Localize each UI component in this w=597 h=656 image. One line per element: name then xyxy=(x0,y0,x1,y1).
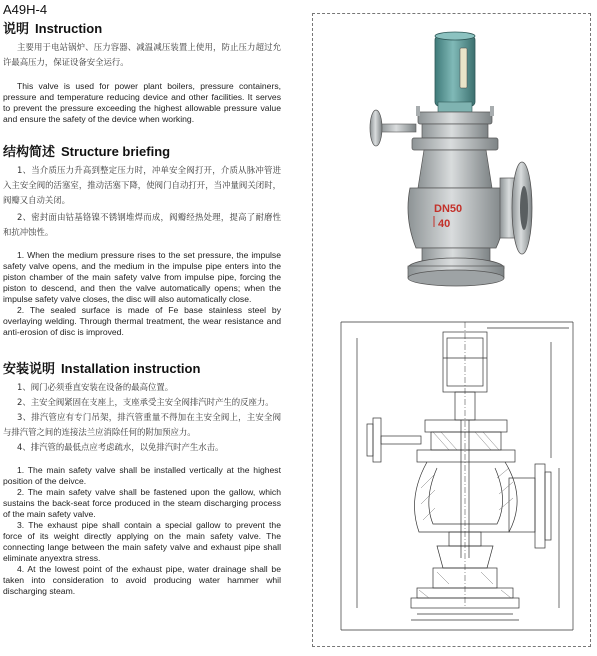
structure-zh-2: 2、密封面由钴基铬镍不锈钢堆焊而成，阀瓣经热处理，提高了耐磨性和抗冲蚀性。 xyxy=(3,212,281,237)
installation-en-2: 2. The main safety valve shall be fastened upon the gallow, which sustains the back-seat force produced in the steam discharging process of the main safety valve. xyxy=(3,487,281,519)
installation-zh-3: 3、排汽管应有专门吊架，排汽管重量不得加在主安全阀上，主安全阀与排汽管之间的连接法兰应消除任何的附加预应力。 xyxy=(3,412,281,437)
installation-zh-1: 1、阀门必须垂直安装在设备的最高位置。 xyxy=(17,382,174,392)
instruction-zh: 主要用于电站锅炉、压力容器、减温减压装置上使用，防止压力超过允许最高压力，保证设备安全运行。 xyxy=(3,42,281,67)
installation-en-1: 1. The main safety valve shall be installed vertically at the highest position of the deivce. xyxy=(3,465,281,486)
instruction-en: This valve is used for power plant boilers, pressure containers, pressure and temperature reducing device and other facilities. It serves to prevent the pressure exceeding the highest allowable pressure value and ensure the safety of the device when working. xyxy=(3,81,281,124)
structure-zh-1: 1、当介质压力升高到整定压力时，冲单安全阀打开，介质从脉冲管进入主安全阀的活塞室，推动活塞下降，使阀门自动打开，当冲量阀关闭时，阀瓣又自动关闭。 xyxy=(3,165,281,205)
body-marking-pn: 40 xyxy=(438,218,451,230)
installation-zh-4: 4、排汽管的最低点应考虑疏水，以免排汽时产生水击。 xyxy=(17,442,224,452)
text-column xyxy=(3,18,281,597)
model-number: A49H-4 xyxy=(3,2,48,17)
structure-en-2: 2. The sealed surface is made of Fe base stainless steel by overlaying welding. Through thermal treatment, the wear resistance and anti-erosion of disc is improved. xyxy=(3,305,281,337)
installation-en-3: 3. The exhaust pipe shall contain a special gallow to prevent the force of its weight directly applying on the main safety valve. The connecting lange between the main safety valve and exhaust pipe shall eliminate anyextra stress. xyxy=(3,520,281,563)
installation-zh-2: 2、主安全阀紧固在支座上，支座承受主安全阀排汽时产生的反座力。 xyxy=(17,397,274,407)
valve-photo xyxy=(352,28,542,290)
structure-en-1: 1. When the medium pressure rises to the set pressure, the impulse safety valve opens, and the medium in the impulse pipe enters into the piston chamber of the main safety valve from impulse pipe, forcing the piston to descend, and then the valve automatically opens; when the impulse safety valve closes, the disc will also automatically close. xyxy=(3,250,281,304)
installation-title: 安装说明 Installation instruction xyxy=(3,361,201,377)
section-drawing xyxy=(337,318,577,636)
instruction-title: 说明 Instruction xyxy=(3,21,103,37)
structure-title: 结构简述 Structure briefing xyxy=(3,144,171,160)
installation-en-4: 4. At the lowest point of the exhaust pipe, water drainage shall be taken into consideration to avoid producing water hammer whil discharging steam. xyxy=(3,564,281,596)
body-marking-dn: DN50 xyxy=(434,203,463,215)
